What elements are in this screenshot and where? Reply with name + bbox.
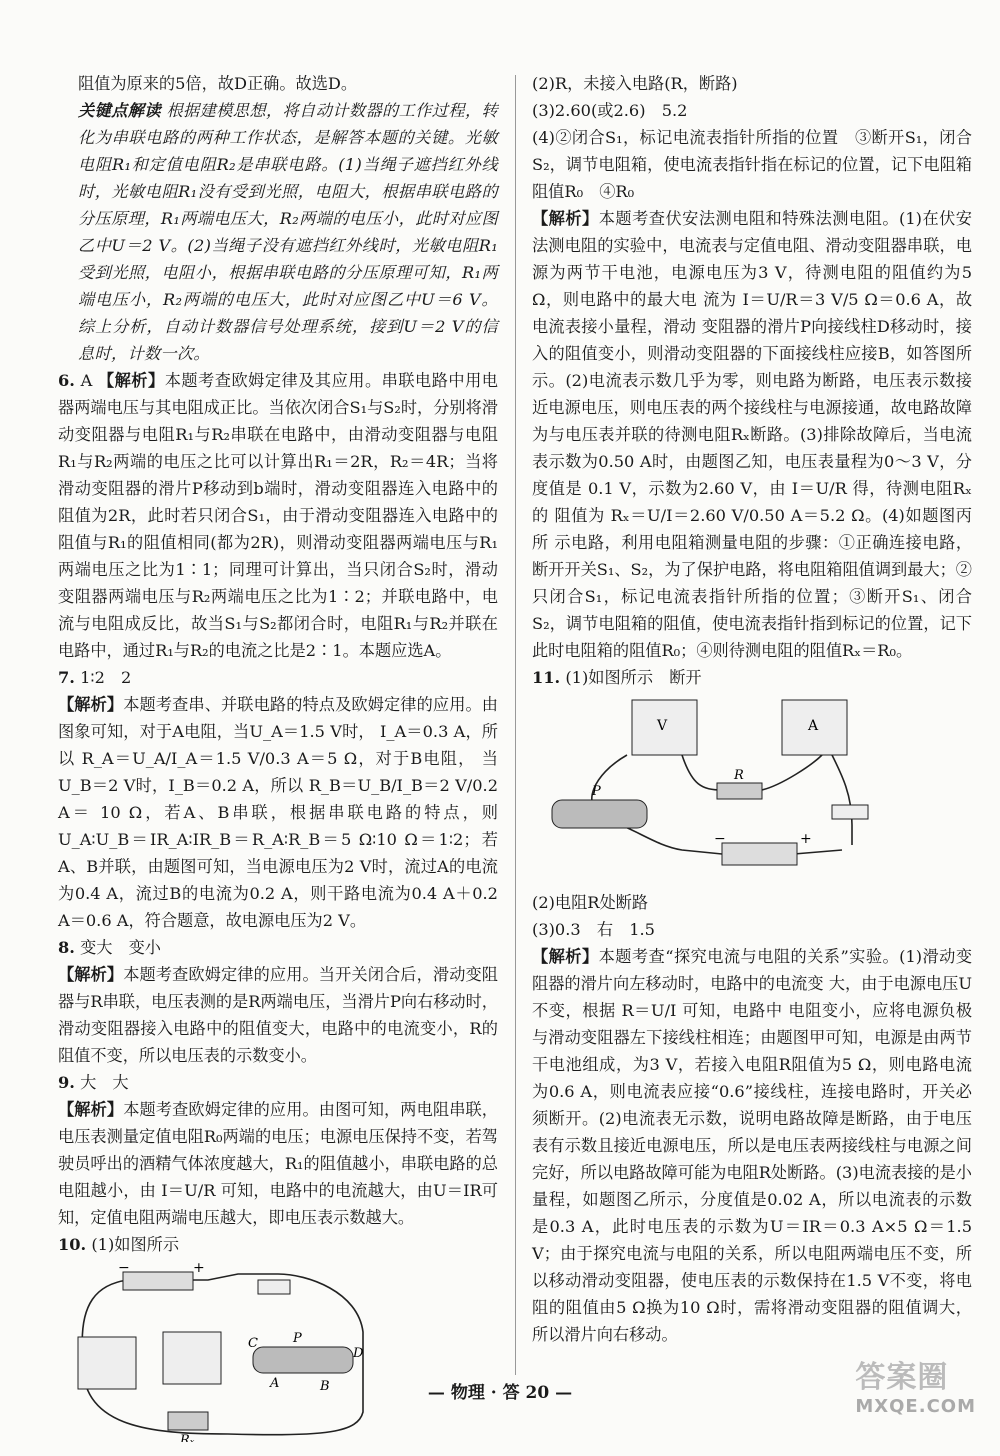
- question-8-tag: 【解析】: [58, 965, 124, 984]
- question-7-text-2: 10 Ω，若A、B串联，根据串联电路的特点，则U_A∶U_B＝IR_A∶IR_B＝R_A∶R_B＝5 Ω∶10 Ω＝1∶2；若A、B并联，由题图可知，当电源电压为2 V时，流过A的电流为0.4 A，流过B的电流为0.2 A，则干路电流为0.4 A＋0.2 A＝0.6 A，符合题意，故电源电压为2 V。: [58, 803, 498, 930]
- watermark-sub: MXQE.COM: [855, 1396, 976, 1417]
- circuit-diagram-q11: [532, 695, 892, 875]
- question-11-number: 11.: [532, 668, 561, 687]
- question-6-tag: 【解析】: [97, 371, 165, 390]
- question-11: [532, 664, 972, 691]
- question-10: [58, 1231, 498, 1258]
- ammeter-label: A: [808, 718, 819, 734]
- question-10-part-3: (3)2.60(或2.6) 5.2: [532, 101, 688, 120]
- question-11-analysis: [532, 943, 972, 1348]
- q11-analysis-3: 电阻变小，应将电源负极与滑动变阻器左下接线柱相连；由题图甲可知，电源是由两节干电池组成，为3 V，若接入电阻R阻值为5 Ω，则电路电流为0.6 A，则电流表应接“0.6”接线柱，连接电路时，开关必须断开。(2)电流表无示数，说明电路故障是断路，由于电压表有示数且接近电源电压，所以是电压表两接线柱与电源之间完好，所以电路故障可能为电阻R处断路。(3)电流表接的是小量程，如题图乙所示，分度值是0.02 A，所以电流表的示数是0.3 A，此时电压表的示数为U＝IR＝0.3 A×5 Ω＝1.5 V；由于探究电流与电阻的关系，所以电阻两端电压不变，所以移动滑动变阻器，使电压表的示数保持在1.5 V不变，将电阻的阻值由5 Ω换为10 Ω时，需将滑动变阻器的阻值调大，所以滑片向右移动。: [532, 1001, 973, 1344]
- column-divider: [515, 75, 516, 1375]
- question-8-text: 本题考查欧姆定律的应用。当开关闭合后，滑动变阻器与R串联，电压表测的是R两端电压，当滑片P向右移动时，滑动变阻器接入电路中的阻值变大，电路中的电流变小，R的阻值不变，所以电压表的示数变小。: [58, 965, 498, 1065]
- question-10-tag: 【解析】: [532, 209, 599, 228]
- key-point-box: [58, 97, 498, 367]
- analysis-text-2: 流为 I＝U/R＝3 V/5 Ω＝0.6 A，故电流表接小量程，滑动: [532, 290, 973, 336]
- question-9-tag: 【解析】: [58, 1100, 124, 1119]
- question-6-answer: A: [80, 371, 93, 390]
- q11-analysis-1: 本题考查“探究电流与电阻的关系”实验。(1)滑动变阻器的滑片向左移动时，电路中的电流变: [532, 947, 973, 993]
- battery-plus-label: +: [800, 831, 812, 847]
- switch: [832, 805, 868, 819]
- analysis-text-3: 变阻器的滑片P向接线柱D移动时，接入的阻值变小，则滑动变阻器的下面接线柱应接B，如答图所示。(2)电流表示数几乎为零，则电路为断路，电压表示数接近电源电压，则电压表的两个接线柱与电源接通，故电路故障为与电压表并联的待测电阻Rₓ断路。(3)排除故障后，当电流表示数为0.50 A时，由题图乙知，电压表量程为0～3 V，分度值是: [532, 317, 972, 498]
- question-10-answer: (1)如图所示: [91, 1235, 180, 1254]
- question-8: [58, 934, 498, 1069]
- watermark-main: 答案圈: [855, 1360, 949, 1395]
- question-11-answer: (1)如图所示 断开: [565, 668, 702, 687]
- label-a: A: [270, 1376, 280, 1391]
- label-p: P: [592, 784, 601, 799]
- battery-minus-label: −: [118, 1262, 130, 1276]
- analysis-text-1: 本题考查伏安法测电阻和特殊法测电阻。(1)在伏安法测电阻的实验中，电流表与定值电阻、滑动变阻器串联，电源为两节干电池，电源电压为3 V，待测电阻的阻值约为5 Ω，则电路中的最大电: [532, 209, 972, 309]
- question-11-part-3: (3)0.3 右 1.5: [532, 920, 655, 939]
- label-c: C: [248, 1336, 258, 1351]
- question-7-equation-1: I_A＝0.3 A，所以 R_A＝U_A/I_A＝1.5 V/0.3 A＝5 Ω，对于B电阻，: [58, 722, 498, 768]
- rheostat: [253, 1347, 353, 1373]
- question-7-number: 7.: [58, 668, 75, 687]
- question-10-number: 10.: [58, 1235, 87, 1254]
- rheostat: [552, 800, 647, 828]
- question-6-text: 本题考查欧姆定律及其应用。串联电路中用电器两端电压与其电阻成正比。当依次闭合S₁与S₂时，分别将滑动变阻器与电阻R₁与R₂串联在电路中，由滑动变阻器与电阻R₁与R₂两端的电压之比可以计算出R₁＝2R，R₂＝4R；当将滑动变阻器的滑片P移动到b端时，滑动变阻器连入电路中的阻值为2R，此时若只闭合S₁，由于滑动变阻器连入电路中的阻值与R₁的阻值相同(都为2R)，则滑动变阻器两端电压与R₁两端电压之比为1∶1；同理可计算出，当只闭合S₂时，滑动变阻器两端电压与R₂两端电压之比为1∶2；并联电路中，电流与电阻成反比，故当S₁与S₂都闭合时，电阻R₁与R₂并联在电路中，通过R₁与R₂的电流之比是2∶1。本题应选A。: [58, 371, 498, 660]
- analysis-text-5: 阻值为 Rₓ＝U/I＝2.60 V/0.50 A＝5.2 Ω。(4)如题图丙所: [532, 506, 972, 552]
- label-b: B: [320, 1379, 330, 1394]
- question-8-number: 8.: [58, 938, 75, 957]
- question-6: [58, 367, 498, 664]
- question-9-text: 本题考查欧姆定律的应用。由图可知，两电阻串联，电压表测量定值电阻R₀两端的电压；电源电压保持不变，若驾驶员呼出的酒精气体浓度越大，R₁的阻值越小，串联电路的总电阻越小，由 I＝U/R 可知，电路中的电流越大，由U＝IR可知，定值电阻两端电压越大，即电压表示数越大。: [58, 1100, 498, 1227]
- analysis-text-4: 0.1 V，示数为2.60 V，由 I＝U/R 得，待测电阻Rₓ的: [532, 479, 972, 525]
- question-11-part-2: (2)电阻R处断路: [532, 893, 649, 912]
- battery: [722, 843, 797, 865]
- analysis-text-6: 示电路，利用电阻箱测量电阻的步骤：①正确连接电路，断开开关S₁、S₂，为了保护电路，将电阻箱阻值调到最大；②只闭合S₁，标记电流表指针所指的位置；③断开S₁、闭合S₂，调节电阻箱的阻值，使电流表指针指到标记的位置，记下此时电阻箱的阻值R₀；④则待测电阻的阻值Rₓ＝R₀。: [532, 533, 973, 660]
- question-9-answer: 大 大: [80, 1073, 129, 1092]
- battery: [123, 1272, 193, 1290]
- question-6-number: 6.: [58, 371, 75, 390]
- question-10-part-2: (2)R，未接入电路(R，断路): [532, 74, 738, 93]
- question-7-tag: 【解析】: [58, 695, 124, 714]
- key-point-label: 关键点解读: [78, 101, 161, 120]
- label-rx: Rₓ: [180, 1433, 195, 1442]
- question-11-tag: 【解析】: [532, 947, 599, 966]
- q11-analysis-2: 大，由于电源电压U不变，根据 R＝U/I 可知，电路中: [532, 974, 973, 1020]
- battery-minus-label: −: [714, 831, 726, 847]
- switch: [258, 1280, 290, 1294]
- voltmeter: [163, 1332, 221, 1384]
- label-d: D: [353, 1346, 364, 1361]
- circuit-diagram-q10: [58, 1262, 378, 1442]
- battery-plus-label: +: [193, 1262, 205, 1276]
- key-point-text: 根据建模思想，将自动计数器的工作过程，转化为串联电路的两种工作状态，是解答本题的关键。光敏电阻R₁和定值电阻R₂是串联电路。(1)当绳子遮挡红外线时，光敏电阻R₁没有受到光照，电阻大，根据串联电路的分压原理，R₁两端电压大，R₂两端的电压小，此时对应图乙中U＝2 V。(2)当绳子没有遮挡红外线时，光敏电阻R₁受到光照，电阻小，根据串联电路的分压原理可知，R₁两端电压小，R₂两端的电压大，此时对应图乙中U＝6 V。综上分析，自动计数器信号处理系统，接到U＝2 V的信息时，计数一次。: [78, 101, 499, 363]
- resistor-rx: [168, 1412, 208, 1430]
- page-footer: — 物理 · 答 20 —: [427, 1383, 573, 1403]
- question-7-equation-2: 当U_B＝2 V时，I_B＝0.2 A，所以 R_B＝U_B/I_B＝2 V/0.2 A＝: [58, 749, 498, 822]
- watermark: [855, 1352, 976, 1417]
- question-7-answer: 1∶2 2: [80, 668, 132, 687]
- question-8-answer: 变大 变小: [80, 938, 161, 957]
- paragraph-q5-end: 阻值为原来的5倍，故D正确。故选D。: [78, 74, 358, 93]
- question-7-text-1: 本题考查串、并联电路的特点及欧姆定律的应用。由图象可知，对于A电阻，当U_A＝1.5 V时，: [58, 695, 498, 741]
- label-p: P: [293, 1331, 302, 1346]
- question-7: [58, 664, 498, 934]
- label-r: R: [734, 768, 744, 783]
- question-10-part-4: (4)②闭合S₁，标记电流表指针所指的位置 ③断开S₁，闭合S₂，调节电阻箱，使电流表指针指在标记的位置，记下电阻箱阻值R₀ ④R₀: [532, 128, 972, 201]
- question-9-number: 9.: [58, 1073, 75, 1092]
- resistor-r: [717, 783, 762, 799]
- right-column: [532, 70, 972, 1348]
- voltmeter-label: V: [657, 718, 668, 734]
- question-9: [58, 1069, 498, 1231]
- left-column: [58, 70, 498, 1456]
- question-10-analysis: [532, 205, 972, 664]
